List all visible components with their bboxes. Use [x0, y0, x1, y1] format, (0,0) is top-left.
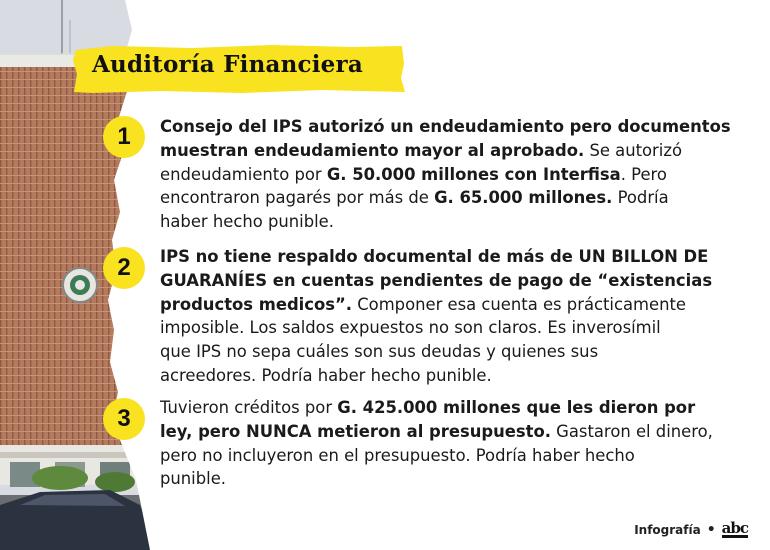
item-2-line	[160, 293, 766, 317]
item-number-1: 1	[103, 116, 145, 158]
text-run: imposible. Los saldos expuestos no son claros. Es inverosímil	[160, 318, 661, 338]
bold-run: IPS no tiene respaldo documental de más de UN BILLON DE	[160, 247, 709, 266]
text-run: Componer esa cuenta es prácticamente	[352, 294, 686, 314]
item-1-line	[160, 139, 766, 163]
item-2-line	[160, 269, 766, 293]
text-run: Se autorizó	[584, 140, 682, 160]
text-run: encontraron pagarés por más de	[160, 188, 435, 208]
text-run: Gastaron el dinero,	[550, 421, 713, 441]
item-3-line	[160, 396, 766, 420]
text-run: que IPS no sepa cuáles son sus deudas y quienes sus	[160, 342, 599, 362]
item-text-1	[160, 115, 766, 234]
item-3-line	[160, 444, 766, 468]
item-2-line	[160, 340, 766, 364]
abc-logo: abc	[721, 519, 748, 537]
item-number-2: 2	[103, 247, 145, 289]
bold-run: G. 65.000 millones.	[434, 188, 613, 208]
text-run: . Pero	[620, 164, 667, 184]
text-run: acreedores. Podría haber hecho punible.	[160, 365, 492, 385]
item-text-2	[160, 245, 766, 388]
bold-run: G. 50.000 millones con Interfisa	[326, 164, 621, 184]
text-run: Tuvieron créditos por	[160, 398, 338, 417]
bold-run: GUARANÍES en cuentas pendientes de pago de “existencias	[160, 270, 713, 290]
bold-run: productos medicos”.	[160, 294, 353, 314]
text-run: haber hecho punible.	[160, 212, 334, 232]
text-run: pero no incluyeron en el presupuesto. Podría haber hecho	[160, 445, 635, 465]
item-3-line	[160, 420, 766, 444]
item-1-line	[160, 163, 766, 187]
item-2-line	[160, 364, 766, 388]
text-run: Podría	[612, 188, 669, 208]
bold-run: G. 425.000 millones que les dieron por	[337, 398, 696, 417]
text-run: punible.	[160, 469, 226, 489]
footer-separator: •	[706, 522, 716, 538]
item-number-3: 3	[103, 398, 145, 440]
page-title: Auditoría Financiera	[92, 51, 363, 78]
item-1-line	[160, 115, 766, 139]
item-2-line	[160, 316, 766, 340]
bold-run: muestran endeudamiento mayor al aprobado.	[160, 140, 585, 160]
item-2-line	[160, 245, 766, 269]
bold-run: Consejo del IPS autorizó un endeudamiento pero documentos	[160, 117, 731, 136]
bold-run: ley, pero NUNCA metieron al presupuesto.	[160, 421, 551, 441]
text-run: endeudamiento por	[160, 164, 327, 184]
item-1-line	[160, 210, 766, 234]
footer	[634, 519, 748, 538]
item-3-line	[160, 467, 766, 491]
item-1-line	[160, 186, 766, 210]
footer-credit: Infografía	[634, 523, 701, 537]
item-text-3	[160, 396, 766, 491]
